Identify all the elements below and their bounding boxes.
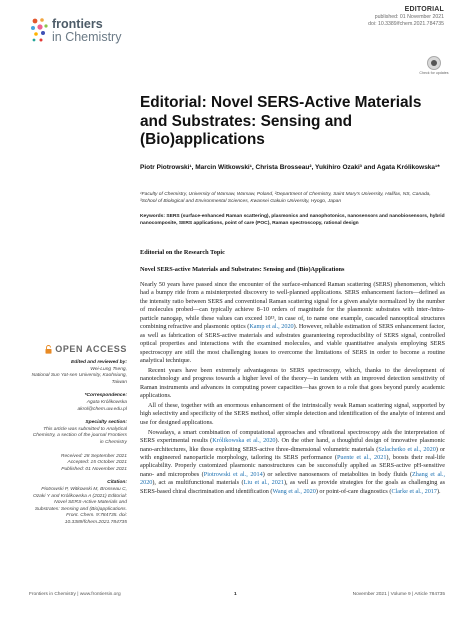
paragraph: Recent years have been extremely advantageous to SERS spectroscopy, which, thanks to the development of nanotechnology and progress towards a higher level of the theory—in tandem with an improved detection sensitivity of Raman instruments and advances in computing power capacities—has grown to a role that goes beyond purely academic applications. [140,366,445,400]
paragraph: Nowadays, a smart combination of computational approaches and vibrational spectroscopy aids the interpretation of SERS experimental results (Królikowska et al., 2020). On the other hand, a thoughtful design of innovative plasmonic nano-architectures, like those exploiting SERS-active three-dimensional volumetric materials (Szlachetko et al., 2020) or with engineered nanoparticle morphology, tailoring its SERS performance (Puente et al., 2021), boosts their real-life applicability. Properly customized plasmonic nanostructures can be successfully applied as SERS-active pH-sensitive nano- and microprobes (Piotrowski et al., 2014) or selective nanosensors of metabolites in body fluids (Zhang et al., 2020), act as multifunctional materials (Liu et al., 2021), as well as provide strategies for the goals as challenging as SERS-based chiral discrimination and identification (Wang et al., 2020) or point-of-care diagnostics (Clarke et al., 2017). [140,428,446,495]
correspondence-email[interactable]: akrol@chem.uw.edu.pl [77,406,127,412]
author-list: Piotr Piotrowski¹, Marcin Witkowski¹, Christa Brosseau², Yukihiro Ozaki³ and Agata Królikowska¹* [140,164,440,171]
citation-link[interactable]: Królikowska et al., 2020 [212,437,276,445]
citation-link[interactable]: Zhang et al., 2020 [140,470,445,487]
article-type: EDITORIAL [404,6,444,13]
citation-link[interactable]: Clarke et al., 2017 [391,487,437,495]
research-topic-label: Editorial on the Research Topic [140,249,225,256]
citation-link[interactable]: Liu et al., 2021 [243,479,284,487]
doi[interactable]: doi: 10.3389/fchem.2021.784735 [368,20,444,27]
citation: Citation: Piotrowski P, Witkowski M, Brosseau C, Ozaki Y and Królikowska A (2021) Editorial: Novel SERS-Active Materials and Substrates: Sensing and (Bio)applications. Front. Chem. 9:784735. doi: 10.3389/fchem.2021.784735 [32,480,127,525]
citation-link[interactable]: Szlachetko et al., 2020 [378,445,436,453]
specialty-section: Specialty section: This article was submitted to Analytical Chemistry, a section of the journal Frontiers in Chemistry [32,420,127,445]
open-access-badge: OPEN ACCESS [29,345,127,354]
paragraph: Nearly 50 years have passed since the encounter of the surface-enhanced Raman scattering (SERS) phenomenon, which had a bumpy ride from a misinterpreted discovery to well-planned applications. SERS enhancement factors—defined as the intensity ratio between SERS and conventional Raman scattering signal for a given analyte normalized by the number of molecules probed—can typically achieve 8–10 orders of magnitude for the plasmonic substrates with inter-/intra-particle nanogap, while these values can exceed 10¹³, in case of, to name one example, cascaded nanooptical structures combining refractive and plasmonic optics (Kamp et al., 2020). However, reliable estimation of SERS enhancement factor, as well as fabrication of SERS-active materials and substrates guaranteeing reproducibility of SERS signal, controlled optical properties and interactions with the examined molecules, and viable quantitative analysis employing SERS spectroscopy are still the most challenging issues to overcome the limitations of SERS in order to become a routine analytical technique. [140,281,446,365]
journal-logo [29,16,149,50]
article-meta [368,5,444,27]
page-footer [29,592,445,597]
published-date: published: 01 November 2021 [374,14,444,20]
keywords-text: SERS (surface-enhanced Raman scattering), plasmonics and nanophotonics, nanosensors and nanobiosensors, hybrid nanocomposite, SERS applications, point of care (POC), Raman spectroscopy, rational design [140,214,445,226]
citation-link[interactable]: Kamp et al., 2020 [249,323,294,331]
correspondence: *Correspondence: Agata Królikowska akrol@chem.uw.edu.pl [29,393,127,413]
paragraph: All of these, together with an enormous enhancement of the intrinsically weak Raman scattering signal, supported by high selectivity and specificity of the SERS method, offer simple detection and identification of the analyte of interest and use for designed applications. [140,401,445,426]
frontiers-logo-icon [29,16,49,46]
journal-name: frontiers [52,17,103,31]
check-updates-label: Check for updates [419,71,449,75]
keywords [140,213,445,227]
article-sidebar [29,345,127,533]
research-topic-link[interactable]: Novel SERS-active Materials and Substrates: Sensing and (Bio)Applications [140,266,345,273]
open-lock-icon [45,345,52,354]
check-updates-icon [427,56,441,70]
affiliations: ¹Faculty of Chemistry, University of Warsaw, Warsaw, Poland, ²Department of Chemistry, Saint Mary's University, Halifax, NS, Canada, ³School of Biological and Environmental Sciences, Kwansei Gakuin University, Hyogo, Japan [140,192,431,204]
edited-by: Edited and reviewed by: Wei-Lung Tseng, National Sun Yat-sen University, Kaohsiung, Taiwan [31,360,127,385]
article-body [140,281,445,498]
journal-subname: in Chemistry [52,30,122,44]
dates: Received: 28 September 2021 Accepted: 15 October 2021 Published: 01 November 2021 [60,453,127,472]
citation-link[interactable]: Piotrowski et al., 2014 [203,470,263,478]
footer-journal[interactable]: Frontiers in Chemistry | www.frontiersin.org [29,592,121,597]
citation-link[interactable]: Wang et al., 2020 [272,487,316,495]
citation-link[interactable]: Puente et al., 2021 [336,453,387,461]
check-for-updates-button[interactable] [419,56,449,78]
article-title: Editorial: Novel SERS-Active Materials and Substrates: Sensing and (Bio)applications [140,94,422,148]
footer-issue: November 2021 | Volume 9 | Article 784735 [352,592,445,597]
page-number: 1 [234,592,237,597]
keywords-label: Keywords: [140,214,166,219]
